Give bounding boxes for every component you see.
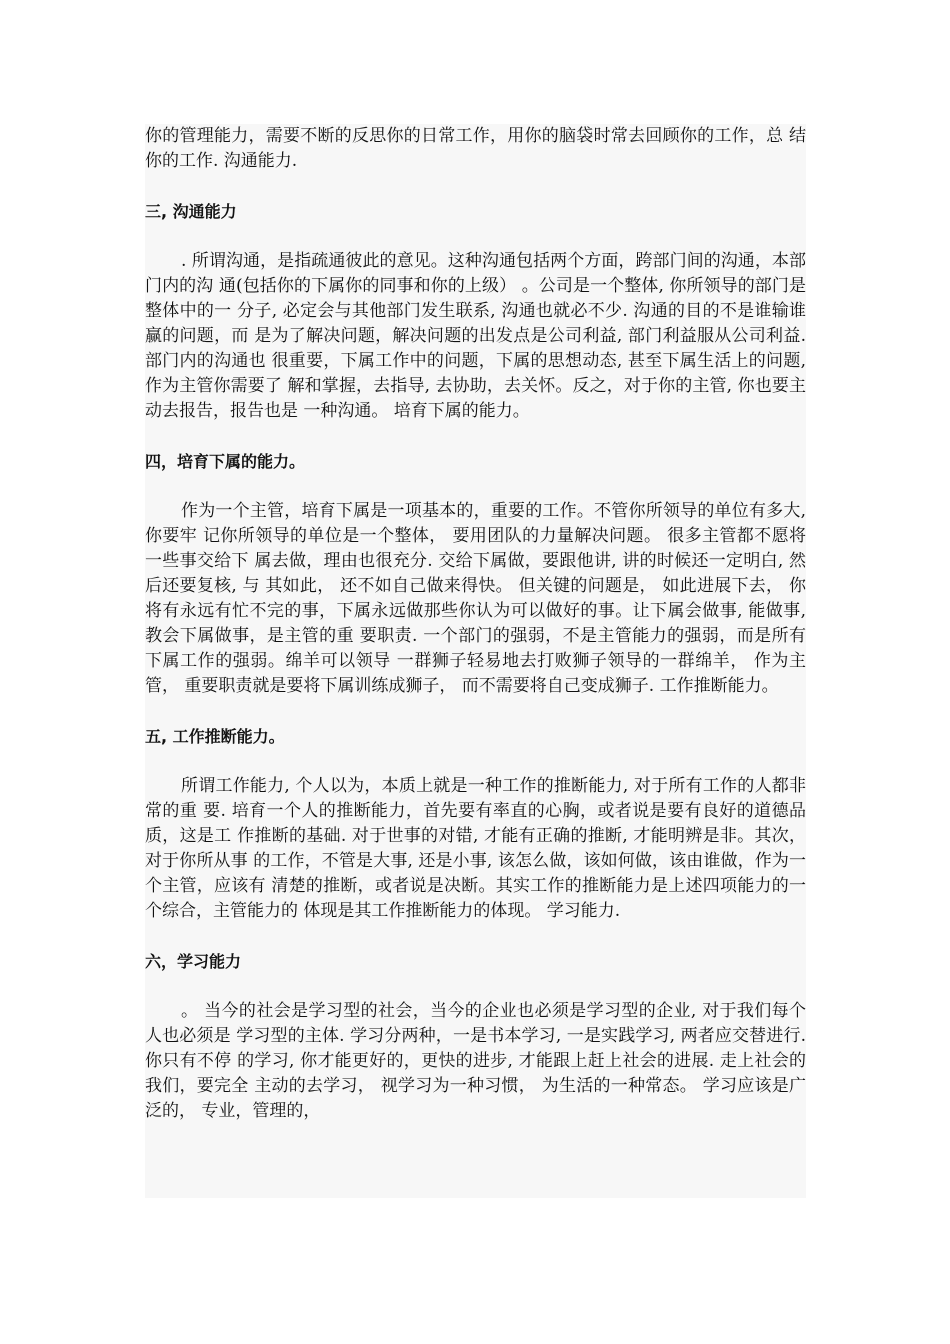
section-body-training: 作为一个主管，培育下属是一项基本的，重要的工作。不管你所领导的单位有多大, 你要牢 记你所领导的单位是一个整体， 要用团队的力量解决问题。 很多主管都不愿将一些事交给下 属去做，理由也很充分. 交给下属做，要跟他讲, 讲的时候还一定明白, 然后还要复核, 与 其如此， 还不如自己做来得快。 但关键的问题是， 如此进展下去， 你将有永远有忙不完的事，下属永远做那些你认为可以做好的事。让下属会做事, 能做事, 教会下属做事，是主管的重 要职责. 一个部门的强弱，不是主管能力的强弱，而是所有下属工作的强弱。绵羊可以领导 一群狮子轻易地去打败狮子领导的一群绵羊， 作为主管， 重要职责就是要将下属训练成狮子， 而不需要将自己变成狮子. 工作推断能力。 [145,501,806,696]
section-heading-learning: 六，学习能力 [145,952,242,971]
spacer [145,749,806,774]
section-heading-communication: 三, 沟通能力 [145,202,237,221]
spacer [145,699,806,724]
spacer [145,424,806,449]
intro-paragraph: 你的管理能力，需要不断的反思你的日常工作，用你的脑袋时常去回顾你的工作，总 结你的工作. 沟通能力. [145,126,806,171]
section-body-learning: 。 当今的社会是学习型的社会，当今的企业也必须是学习型的企业, 对于我们每个人也必须是 学习型的主体. 学习分两种，一是书本学习, 一是实践学习, 两者应交替进行. 你只有不停 的学习, 你才能更好的，更快的进步, 才能跟上赶上社会的进展. 走上社会的我们，要完全 主动的去学习， 视学习为一种习惯， 为生活的一种常态。 学习应该是广泛的， 专业，管理的， [145,1001,806,1121]
document-page [145,124,806,1198]
spacer [145,224,806,249]
section-body-judgment: 所谓工作能力, 个人以为，本质上就是一种工作的推断能力, 对于所有工作的人都非常的重 要. 培育一个人的推断能力，首先要有率直的心胸，或者说是要有良好的道德品质，这是工 作推断的基础. 对于世事的对错, 才能有正确的推断, 才能明辨是非。其次，对于你所从事 的工作，不管是大事, 还是小事, 该怎么做，该如何做，该由谁做，作为一个主管，应该有 清楚的推断，或者说是决断。其实工作的推断能力是上述四项能力的一个综合，主管能力的 体现是其工作推断能力的体现。 学习能力. [145,776,806,921]
spacer [145,924,806,949]
section-body-communication: . 所谓沟通，是指疏通彼此的意见。这种沟通包括两个方面，跨部门间的沟通，本部门内的沟 通(包括你的下属你的同事和你的上级） 。公司是一个整体, 你所领导的部门是整体中的一 分子, 必定会与其他部门发生联系, 沟通也就必不少. 沟通的目的不是谁输谁赢的问题，而 是为了解决问题，解决问题的出发点是公司利益, 部门利益服从公司利益. 部门内的沟通也 很重要，下属工作中的问题，下属的思想动态, 甚至下属生活上的问题, 作为主管你需要了 解和掌握，去指导, 去协助，去关怀。反之，对于你的主管, 你也要主动去报告，报告也是 一种沟通。 培育下属的能力。 [145,251,806,421]
spacer [145,974,806,999]
spacer [145,174,806,199]
spacer [145,474,806,499]
section-heading-training: 四，培育下属的能力。 [145,452,306,471]
section-heading-judgment: 五, 工作推断能力。 [145,727,285,746]
